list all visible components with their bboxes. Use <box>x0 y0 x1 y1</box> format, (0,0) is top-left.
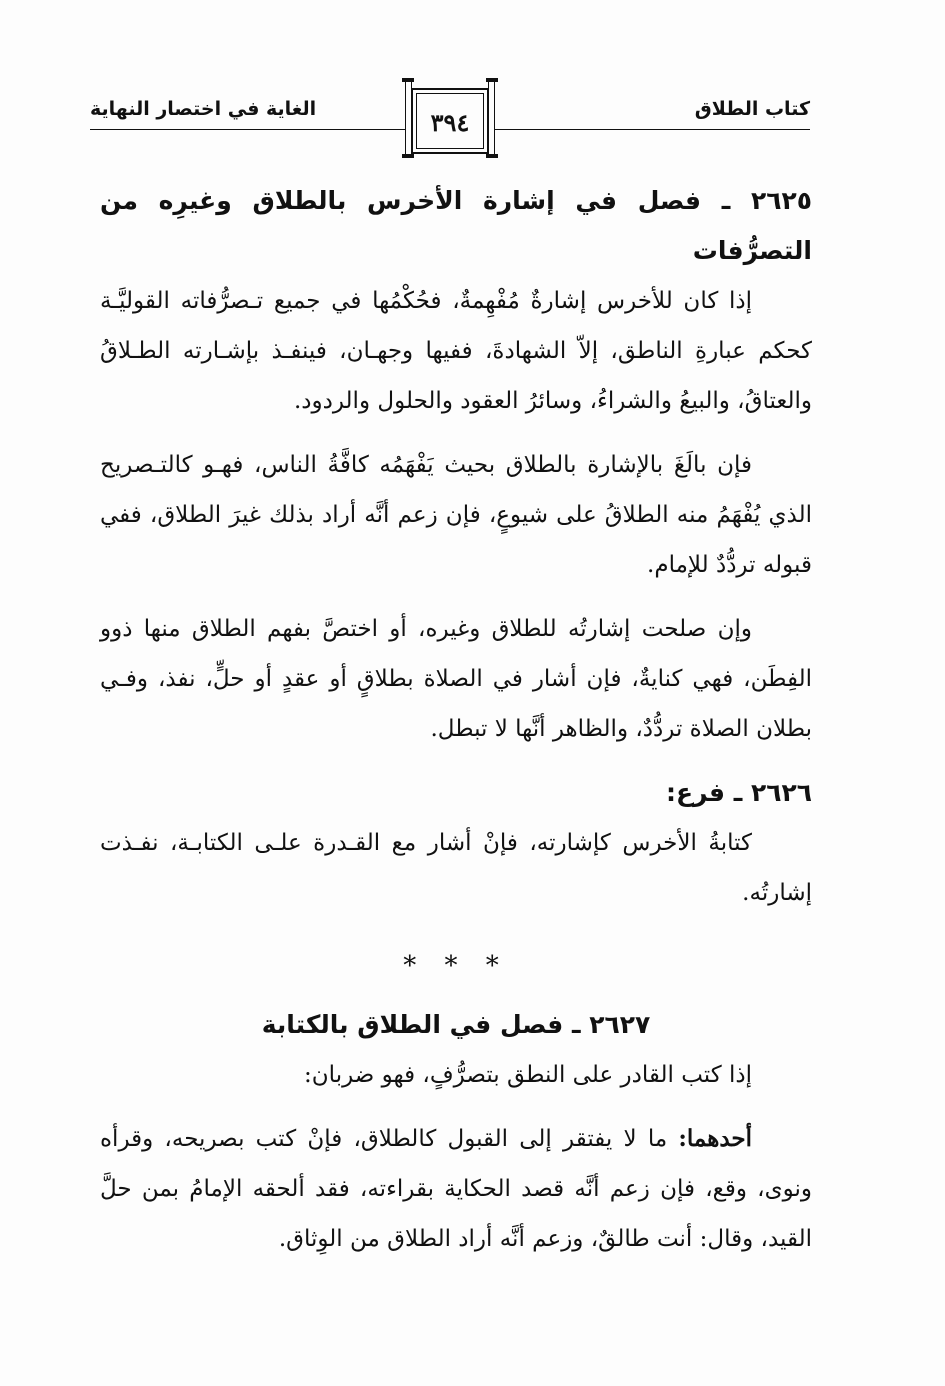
page-number: ٣٩٤ <box>430 108 470 137</box>
running-title-work: الغاية في اختصار النهاية <box>90 98 317 120</box>
section-heading-2626: ٢٦٢٦ ـ فرع: <box>666 778 812 807</box>
running-title-book: كتاب الطلاق <box>694 98 810 120</box>
paragraph <box>100 1114 812 1264</box>
paragraph: فإن بالَغَ بالإشارة بالطلاق بحيث يَفْهَمُه كافَّةُ الناس، فهـو كالتـصريح الذي يُفْهَمُ منه الطلاقُ على شيوعٍ، فإن زعم أنَّه أراد بذلك غيرَ الطلاق، ففي قبوله تردُّدٌ للإمام. <box>100 452 812 578</box>
paragraph-text: ما لا يفتقر إلى القبول كالطلاق، فإنْ كتب بصريحه، وقرأه ونوى، وقع، فإن زعم أنَّه قصد الحكاية بقراءته، فقد ألحقه الإمامُ بمن حلَّ القيد، وقال: أنت طالقٌ، وزعم أنَّه أراد الطلاق من الوِثاق. <box>100 1126 812 1252</box>
paragraph: وإن صلحت إشارتُه للطلاق وغيره، أو اختصَّ بفهم الطلاق منها ذوو الفِطَن، فهي كنايةٌ، فإن أشار في الصلاة بطلاقٍ أو عقدٍ أو حلٍّ، نفذ، وفـي بطلان الصلاة تردُّدٌ، والظاهر أنَّها لا تبطل. <box>100 616 812 742</box>
section-separator: * * * <box>403 951 509 981</box>
paragraph: إذا كان للأخرس إشارةٌ مُفْهِمةٌ، فحُكْمُها في جميع تـصرُّفاته القوليَّـة كحكم عبارةِ الناطق، إلاّ الشهادةَ، ففيها وجهـان، فينفـذ بإشـارته الطـلاقُ والعتاقُ، والبيعُ والشراءُ، وسائرُ العقود والحلول والردود. <box>100 288 812 414</box>
frame-cap <box>402 154 414 158</box>
section-heading-2627: ٢٦٢٧ ـ فصل في الطلاق بالكتابة <box>261 1010 651 1039</box>
section-heading-2625: ٢٦٢٥ ـ فصل في إشارة الأخرس بالطلاق وغيرِه من التصرُّفات <box>100 186 812 265</box>
frame-cap <box>486 78 498 82</box>
page-number-frame <box>405 78 495 158</box>
paragraph: كتابةُ الأخرس كإشارته، فإنْ أشار مع القـدرة علـى الكتابـة، نفـذت إشارتُه. <box>100 830 812 906</box>
paragraph-lead-label: أحدهما: <box>678 1125 753 1152</box>
page-header <box>90 78 810 168</box>
page-body <box>100 176 812 1278</box>
frame-cap <box>486 154 498 158</box>
frame-cap <box>402 78 414 82</box>
paragraph: إذا كتب القادر على النطق بتصرُّفٍ، فهو ضربان: <box>304 1062 752 1088</box>
